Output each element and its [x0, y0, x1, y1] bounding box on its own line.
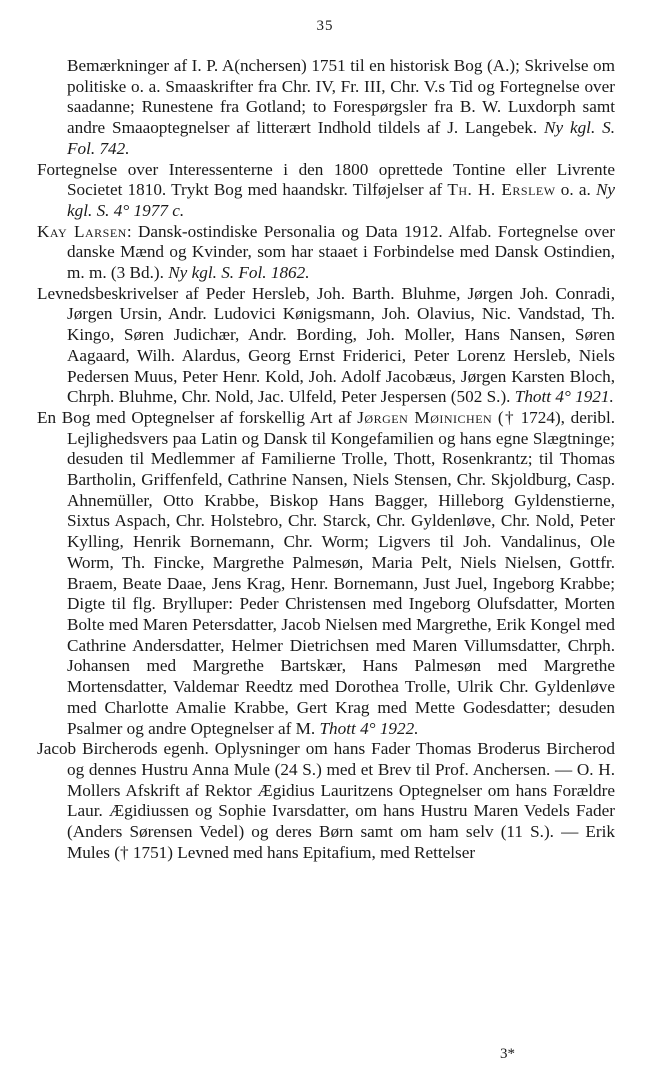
author-name: Jørgen Møinichen	[357, 407, 493, 427]
entry-text: Fortegnelse over Interessenterne i den 1800 oprettede Tontine eller Livrente Societet 1810. Trykt Bog med haandskr. Tilføjelser af	[37, 159, 615, 200]
shelfmark: Ny kgl. S. 4° 1977 c.	[67, 180, 616, 220]
entry-text: († 1724), deribl. Lejlighedsvers paa Latin og Dansk til Kongefamilien og hans egne Slægtninge; desuden til Medlemmer af Familierne Trolle, Thott, Rosenkrantz; til Thomas Bartholin, Griffenfeld, Cathrine Nansen, Niels Stensen, Chr. Skjoldburg, Casp. Ahnemüller, Otto Krabbe, Biskop Hans Bagger, Hilleborg Gyldenstierne, Sixtus Aspach, Chr. Holstebro, Chr. Starck, Chr. Gyldenløve, Chr. Nold, Peter Kylling, Henrik Bornemann, Chr. Worm; Ligvers til Joh. Vandalinus, Ole Worm, Th. Fincke, Margrethe Palmesøn, Maria Pelt, Niels Nielsen, Gottfr. Braem, Beate Daae, Jens Krag, Henr. Bornemann, Just Juel, Ingeborg Krabbe; Digte til flg. Brylluper: Peder Christensen med Ingeborg Olufsdatter, Morten Bolte med Maren Petersdatter, Jacob Nielsen med Margrethe, Erik Kongel med Cathrine Andersdatter, Helmer Dietrichsen med Maren Villumsdatter, Chrph. Johansen med Margrethe Bartskær, Hans Palmesøn med Margrethe Mortensdatter, Valdemar Reedtz med Dorothea Trolle, Ulrik Chr. Gyldenløve med Charlotte Amalie Krabbe, Gert Krag med Mette Godesdatter; desuden Psalmer og andre Optegnelser af M.	[67, 407, 616, 738]
entry-text: Bemærkninger af I. P. A(nchersen) 1751 til en historisk Bog (A.); Skrivelse om politiske o. a. Smaaskrifter fra Chr. IV, Fr. III, Chr. V.s Tid og Fortegnelse over saadanne; Runestene fra Gotland; to Forespørgsler fra B. W. Luxdorph samt andre Smaaoptegnelser af litterært Indhold tildels af J. Langebek.	[67, 56, 615, 138]
entry-text: En Bog med Optegnelser af forskellig Art af	[37, 407, 352, 427]
signature-mark: 3*	[500, 1046, 515, 1062]
entry-text: : Dansk-ostindiske Personalia og Data 1912. Alfab. Fortegnelse over danske Mænd og Kvinder, som har staaet i Forbindelse med Dansk Ostindien, m. m. (3 Bd.).	[67, 221, 616, 283]
catalogue-entry	[67, 56, 615, 160]
shelfmark: Ny kgl. S. Fol. 1862.	[168, 263, 310, 283]
catalogue-entry	[37, 284, 615, 408]
shelfmark: Thott 4° 1922.	[319, 718, 419, 738]
entry-text: o. a.	[560, 180, 591, 200]
shelfmark: Thott 4° 1921.	[514, 387, 614, 407]
page-number: 35	[316, 18, 334, 34]
entry-text: Jacob Bircherods egenh. Oplysninger om hans Fader Thomas Broderus Bircherod og dennes Hustru Anna Mule (24 S.) med et Brev til Prof. Anchersen. — O. H. Mollers Afskrift af Rektor Ægidius Lauritzens Optegnelser om hans Forældre Laur. Ægidiussen og Sophie Ivarsdatter, om hans Hustru Maren Vedels Fader (Anders Sørensen Vedel) og deres Børn samt om ham selv (11 S.). — Erik Mules († 1751) Levned med hans Epitafium, med Rettelser	[37, 739, 615, 862]
shelfmark: Ny kgl. S. Fol. 742.	[67, 118, 616, 158]
catalogue-entries	[37, 56, 615, 863]
catalogue-entry	[37, 222, 615, 284]
catalogue-entry	[37, 739, 615, 863]
catalogue-entry	[37, 160, 615, 222]
author-name: Th. H. Erslew	[447, 180, 556, 200]
author-name: Kay Larsen	[37, 221, 127, 241]
catalogue-entry	[37, 408, 615, 739]
entry-text: Levnedsbeskrivelser af Peder Hersleb, Joh. Barth. Bluhme, Jørgen Joh. Conradi, Jørgen Ursin, Andr. Ludovici Kønigsmann, Joh. Olavius, Nic. Vandstad, Th. Kingo, Søren Judichær, Andr. Bording, Joh. Moller, Hans Nansen, Søren Aagaard, Wilh. Alardus, Georg Ernst Friderici, Peter Lorenz Hersleb, Niels Pedersen Muus, Peter Henr. Kold, Joh. Adolf Jacobæus, Jørgen Karsten Bloch, Chrph. Bluhme, Chr. Nold, Jac. Ulfeld, Peter Jespersen (502 S.).	[37, 283, 615, 407]
